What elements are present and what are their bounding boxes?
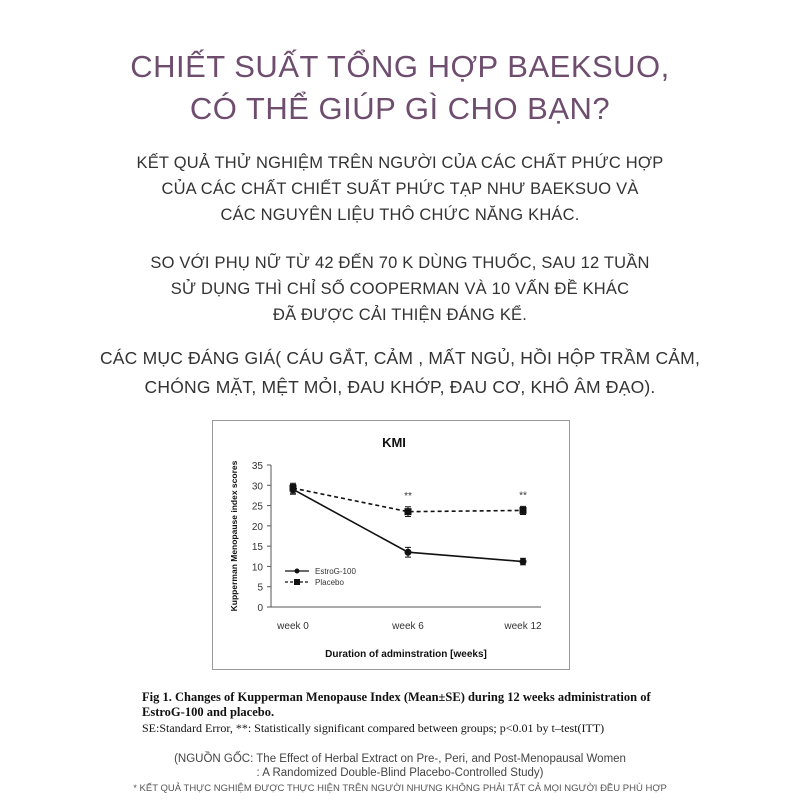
significance-annotation: ** [519,490,527,502]
intro-paragraph [0,150,800,228]
symptoms-line: CÁC MỤC ĐÁNG GIÁ( CÁU GẮT, CẢM , MẤT NGỦ, HỒI HỘP TRẦM CẢM, [99,348,701,368]
y-tick-label: 0 [257,603,263,614]
intro-line: CỦA CÁC CHẤT CHIẾT SUẤT PHỨC TẠP NHƯ BAEKSUO VÀ [161,180,639,198]
significance-annotation: ** [404,490,412,502]
data-point [405,508,412,515]
figure-caption-line: Fig 1. Changes of Kupperman Menopause Index (Mean±SE) during 12 weeks administration of [142,690,651,704]
result-line: ĐÃ ĐƯỢC CẢI THIỆN ĐÁNG KỂ. [272,306,528,324]
legend-label: EstroG-100 [315,567,356,576]
source-citation-line-2: : A Randomized Double-Blind Placebo-Controlled Study) [256,767,544,779]
page-title-line-2: CÓ THỂ GIÚP GÌ CHO BẠN? [189,91,611,126]
y-tick-label: 20 [251,521,263,533]
intro-line: KẾT QUẢ THỬ NGHIỆM TRÊN NGƯỜI CỦA CÁC CHẤT PHỨC HỢP [136,154,664,172]
figure-caption-line: EstroG-100 and placebo. [142,705,275,719]
data-point [520,558,527,565]
legend-marker [294,579,300,585]
x-axis-label: Duration of adminstration [weeks] [325,649,487,660]
y-tick-label: 15 [251,542,263,554]
data-point [405,549,412,556]
data-point [520,507,527,514]
y-tick-label: 10 [251,562,263,574]
symptoms-line: CHÓNG MẶT, MỆT MỎI, ĐAU KHỚP, ĐAU CƠ, KHÔ ÂM ĐẠO). [144,377,656,397]
legend-marker [295,569,300,574]
y-tick-label: 25 [251,501,263,513]
legend-label: Placebo [315,578,344,587]
x-tick-label: week 6 [392,621,424,632]
result-paragraph [0,250,800,328]
y-tick-label: 30 [251,481,263,493]
symptoms-paragraph [0,344,800,402]
result-line: SO VỚI PHỤ NỮ TỪ 42 ĐẾN 70 K DÙNG THUỐC, SAU 12 TUẦN [150,254,650,272]
page-title-line-1: CHIẾT SUẤT TỔNG HỢP BAEKSUO, [130,49,670,84]
y-axis-label: Kupperman Menopause index scores [229,460,239,612]
result-line: SỬ DỤNG THÌ CHỈ SỐ COOPERMAN VÀ 10 VẤN ĐỀ KHÁC [170,280,630,298]
figure-note: SE:Standard Error, **: Statistically significant compared between groups; p<0.01 by t–test(ITT) [142,721,605,735]
y-tick-label: 35 [251,461,263,472]
chart-title: KMI [382,435,406,450]
data-point [290,485,297,492]
figure-caption [142,690,702,720]
x-tick-label: week 0 [277,621,309,632]
kmi-chart-svg [213,421,569,669]
x-tick-label: week 12 [504,621,542,632]
disclaimer-note: * KẾT QUẢ THỰC NGHIỆM ĐƯỢC THỰC HIỆN TRÊN NGƯỜI NHƯNG KHÔNG PHẢI TẤT CẢ MỌI NGƯỜI ĐỀU PHÙ HỢP [133,783,667,794]
kmi-chart [212,420,570,670]
y-tick-label: 5 [257,582,263,594]
intro-line: CÁC NGUYÊN LIỆU THÔ CHỨC NĂNG KHÁC. [220,206,580,224]
source-citation-line-1: (NGUỒN GỐC: The Effect of Herbal Extract on Pre-, Peri, and Post-Menopausal Women [174,753,626,765]
